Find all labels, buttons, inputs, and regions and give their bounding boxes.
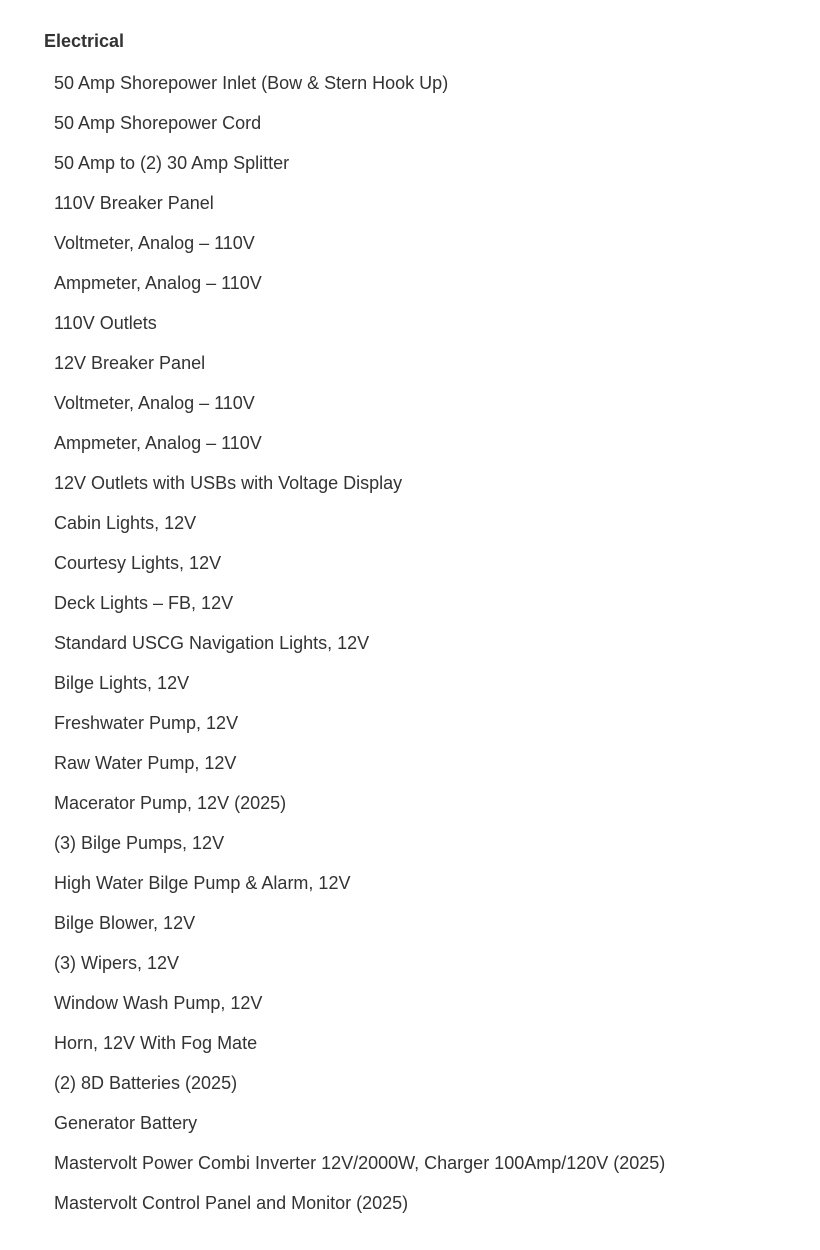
list-item: High Water Bilge Pump & Alarm, 12V (54, 873, 351, 893)
list-item: Bilge Blower, 12V (54, 913, 196, 933)
list-item: (3) Bilge Pumps, 12V (54, 833, 225, 853)
list-item: 12V Outlets with USBs with Voltage Display (54, 473, 403, 493)
list-item: (3) Wipers, 12V (54, 953, 180, 973)
list-item: Freshwater Pump, 12V (54, 713, 239, 733)
list-item: 50 Amp Shorepower Cord (54, 113, 262, 133)
electrical-items-list (54, 71, 665, 1231)
list-item: 12V Breaker Panel (54, 353, 206, 373)
list-item: Voltmeter, Analog – 110V (54, 233, 255, 253)
list-item: Horn, 12V With Fog Mate (54, 1033, 258, 1053)
section-title: Electrical (44, 31, 125, 51)
list-item: Bilge Lights, 12V (54, 673, 190, 693)
list-item: Generator Battery (54, 1113, 198, 1133)
list-item: Cabin Lights, 12V (54, 513, 197, 533)
list-item: (2) 8D Batteries (2025) (54, 1073, 238, 1093)
list-item: Deck Lights – FB, 12V (54, 593, 234, 613)
list-item: Mastervolt Power Combi Inverter 12V/2000W, Charger 100Amp/120V (2025) (54, 1153, 666, 1173)
list-item: 50 Amp to (2) 30 Amp Splitter (54, 153, 290, 173)
list-item: Ampmeter, Analog – 110V (54, 273, 262, 293)
list-item: Standard USCG Navigation Lights, 12V (54, 633, 370, 653)
list-item: Voltmeter, Analog – 110V (54, 393, 255, 413)
list-item: 110V Breaker Panel (54, 193, 214, 213)
list-item: Raw Water Pump, 12V (54, 753, 237, 773)
list-item: Courtesy Lights, 12V (54, 553, 222, 573)
list-item: Window Wash Pump, 12V (54, 993, 263, 1013)
list-item: Macerator Pump, 12V (2025) (54, 793, 287, 813)
electrical-section (44, 29, 804, 1213)
list-item: 50 Amp Shorepower Inlet (Bow & Stern Hook Up) (54, 73, 449, 93)
list-item: 110V Outlets (54, 313, 157, 333)
list-item: Ampmeter, Analog – 110V (54, 433, 262, 453)
list-item: Mastervolt Control Panel and Monitor (2025) (54, 1193, 409, 1213)
